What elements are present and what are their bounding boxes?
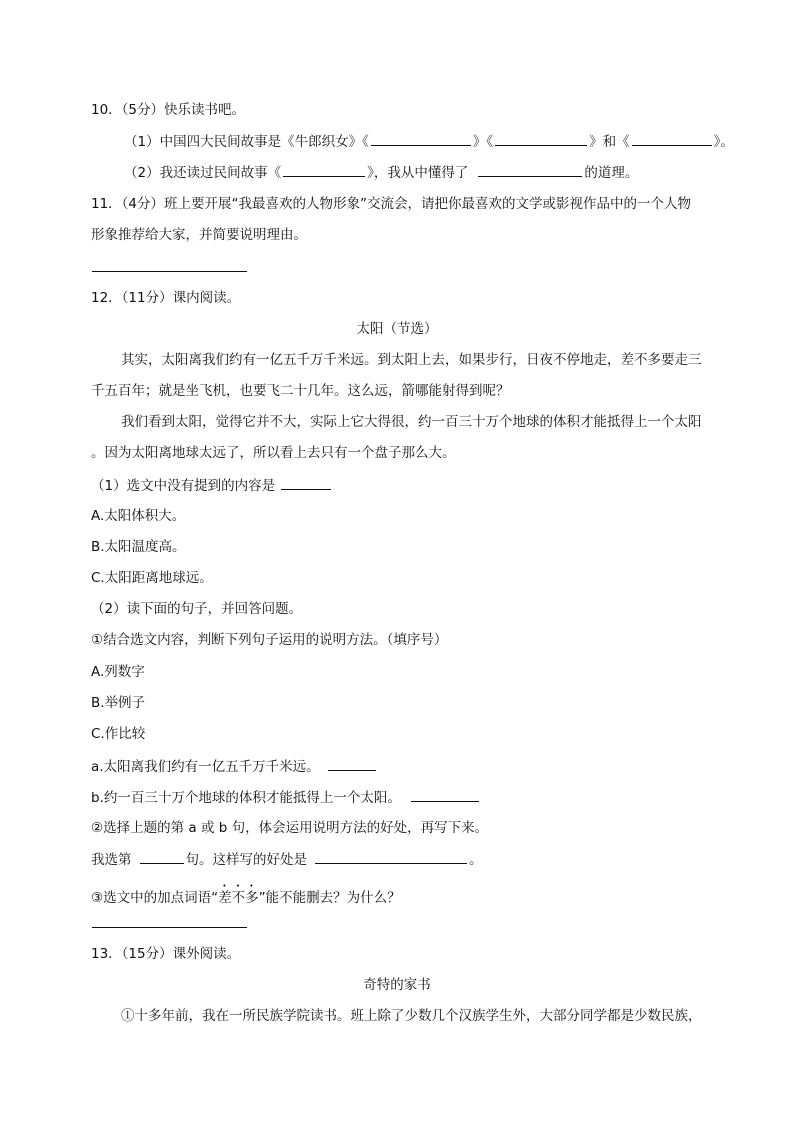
answer-blank[interactable] bbox=[281, 476, 331, 490]
method-b: B.举例子 bbox=[91, 695, 146, 711]
answer-blank[interactable] bbox=[371, 132, 471, 146]
q10-part2-text-c: 的道理。 bbox=[584, 165, 639, 181]
option-a: A.太阳体积大。 bbox=[91, 508, 186, 524]
item3-text-b: ”能不能删去？为什么？ bbox=[258, 890, 401, 906]
q10-title: 10．（5分）快乐读书吧。 bbox=[91, 102, 246, 118]
q12-sub1 bbox=[91, 476, 333, 495]
answer-blank[interactable] bbox=[411, 788, 479, 802]
q10-part2 bbox=[124, 163, 638, 182]
answer-blank[interactable] bbox=[140, 850, 184, 864]
q10-part2-text-b: 》，我从中懂得了 bbox=[367, 165, 469, 181]
sentence-a-text: a.太阳离我们约有一亿五千万千米远。 bbox=[91, 759, 320, 775]
q10-part1-text-a: （1）中国四大民间故事是《牛郎织女》《 bbox=[124, 134, 369, 150]
option-b: B.太阳温度高。 bbox=[91, 539, 186, 555]
answer-line[interactable] bbox=[92, 927, 247, 928]
answer-blank[interactable] bbox=[315, 850, 467, 864]
answer-line[interactable] bbox=[92, 271, 247, 272]
passage-text: 我们看到太阳，觉得它并不大，实际上它大得很，约一百三十万个地球的体积才能抵得上一个太阳 bbox=[121, 414, 702, 430]
q12-sub2: （2）读下面的句子，并回答问题。 bbox=[91, 601, 303, 617]
q10-part2-text-a: （2）我还读过民间故事《 bbox=[124, 165, 282, 181]
sentence-a bbox=[91, 757, 378, 776]
q12-sub2-item3 bbox=[91, 882, 401, 907]
q12-title: 12．（11分）课内阅读。 bbox=[91, 290, 241, 306]
choose-text-a: 我选第 bbox=[91, 852, 132, 868]
passage-text: 。因为太阳离地球太远了，所以看上去只有一个盘子那么大。 bbox=[91, 445, 456, 461]
answer-blank[interactable] bbox=[632, 132, 712, 146]
q13-title: 13．（15分）课外阅读。 bbox=[91, 946, 241, 962]
passage-text: 千五百年；就是坐飞机，也要飞二十几年。这么远，箭哪能射得到呢？ bbox=[91, 383, 510, 399]
passage-text: ①十多年前，我在一所民族学院读书。班上除了少数几个汉族学生外，大部分同学都是少数民族， bbox=[121, 1008, 702, 1024]
choose-text-b: 句。这样写的好处是 bbox=[185, 852, 307, 868]
answer-blank[interactable] bbox=[328, 757, 376, 771]
q11-title: 11．（4分）班上要开展“我最喜欢的人物形象”交流会，请把你最喜欢的文学或影视作品中的一个人物 bbox=[91, 196, 692, 212]
choose-text-c: 。 bbox=[469, 852, 483, 868]
q12-sub2-item2: ②选择上题的第 a 或 b 句，体会运用说明方法的好处，再写下来。 bbox=[91, 820, 489, 836]
emphasized-word: 差不多 bbox=[218, 890, 259, 906]
option-c: C.太阳距离地球远。 bbox=[91, 570, 213, 586]
q11-line2: 形象推荐给大家，并简要说明理由。 bbox=[91, 227, 307, 243]
answer-blank[interactable] bbox=[283, 163, 365, 177]
answer-blank[interactable] bbox=[478, 163, 582, 177]
sentence-b-text: b.约一百三十万个地球的体积才能抵得上一个太阳。 bbox=[91, 790, 401, 806]
passage-text: 其实，太阳离我们约有一亿五千万千米远。到太阳上去，如果步行，日夜不停地走，差不多要走三 bbox=[121, 352, 702, 368]
passage-title: 太阳（节选） bbox=[356, 321, 438, 337]
q10-part1-text-d: 》。 bbox=[713, 134, 734, 150]
sentence-b bbox=[91, 788, 481, 807]
method-a: A.列数字 bbox=[91, 664, 145, 680]
passage-title: 奇特的家书 bbox=[363, 977, 431, 993]
q12-sub1-text: （1）选文中没有提到的内容是 bbox=[91, 478, 276, 494]
q10-part1 bbox=[124, 132, 734, 151]
q10-part1-text-c: 》和《 bbox=[589, 134, 630, 150]
q10-part1-text-b: 》《 bbox=[472, 134, 494, 150]
method-c: C.作比较 bbox=[91, 726, 146, 742]
item3-text-a: ③选文中的加点词语“ bbox=[91, 890, 219, 906]
q12-choose-line bbox=[91, 850, 483, 869]
answer-blank[interactable] bbox=[495, 132, 587, 146]
q12-sub2-item1: ①结合选文内容，判断下列句子运用的说明方法。（填序号） bbox=[91, 632, 448, 648]
